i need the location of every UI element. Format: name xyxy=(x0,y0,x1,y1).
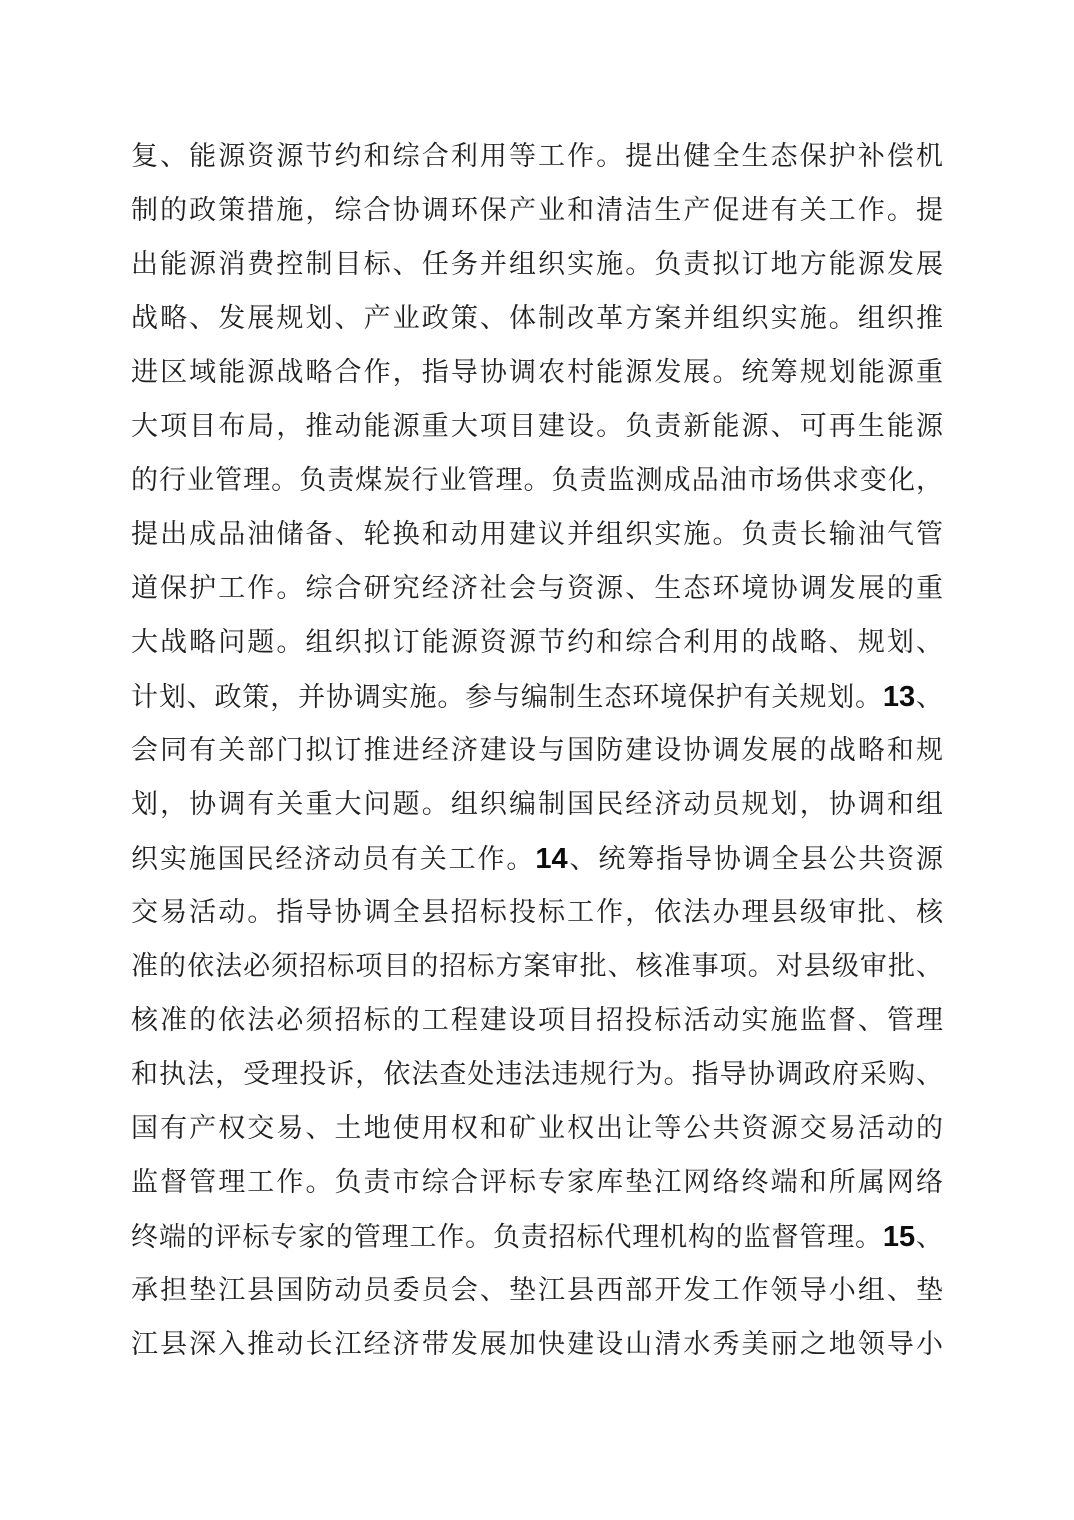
text-run: 大项目布局，推动能源重大项目建设。负责新能源、可再生能源 xyxy=(131,411,943,442)
text-line xyxy=(131,238,943,292)
text-lines xyxy=(131,130,943,1372)
text-run: 制的政策措施，综合协调环保产业和清洁生产促进有关工作。提 xyxy=(131,195,943,226)
text-line xyxy=(131,832,943,886)
text-line xyxy=(131,1264,943,1318)
text-run: 大战略问题。组织拟订能源资源节约和综合利用的战略、规划、 xyxy=(131,627,943,658)
text-run: 承担垫江县国防动员委员会、垫江县西部开发工作领导小组、垫 xyxy=(131,1275,943,1306)
text-run: 会同有关部门拟订推进经济建设与国防建设协调发展的战略和规 xyxy=(131,735,943,766)
text-run: 、 xyxy=(915,682,944,713)
text-run: 、 xyxy=(915,1222,944,1253)
text-line xyxy=(131,778,943,832)
text-run: 交易活动。指导协调全县招标投标工作，依法办理县级审批、核 xyxy=(131,897,943,928)
text-run: 复、能源资源节约和综合利用等工作。提出健全生态保护补偿机 xyxy=(131,141,943,172)
text-line xyxy=(131,346,943,400)
text-line xyxy=(131,130,943,184)
text-run: 和执法，受理投诉，依法查处违法违规行为。指导协调政府采购、 xyxy=(131,1059,943,1090)
text-line xyxy=(131,886,943,940)
text-line xyxy=(131,1048,943,1102)
text-line xyxy=(131,562,943,616)
text-line xyxy=(131,940,943,994)
text-run: 进区域能源战略合作，指导协调农村能源发展。统筹规划能源重 xyxy=(131,357,943,388)
text-line xyxy=(131,1318,943,1372)
text-run: 的行业管理。负责煤炭行业管理。负责监测成品油市场供求变化， xyxy=(131,465,943,496)
text-run: 道保护工作。综合研究经济社会与资源、生态环境协调发展的重 xyxy=(131,573,943,604)
text-line xyxy=(131,508,943,562)
text-run: 江县深入推动长江经济带发展加快建设山清水秀美丽之地领导小 xyxy=(131,1329,943,1360)
item-number: 15 xyxy=(882,1221,916,1253)
text-run: 终端的评标专家的管理工作。负责招标代理机构的监督管理。 xyxy=(131,1222,883,1253)
text-line xyxy=(131,454,943,508)
text-run: 计划、政策，并协调实施。参与编制生态环境保护有关规划。 xyxy=(131,682,883,713)
text-run: 国有产权交易、土地使用权和矿业权出让等公共资源交易活动的 xyxy=(131,1113,943,1144)
text-line xyxy=(131,1156,943,1210)
item-number: 14 xyxy=(535,843,568,875)
text-run: 出能源消费控制目标、任务并组织实施。负责拟订地方能源发展 xyxy=(131,249,943,280)
text-run: 核准的依法必须招标的工程建设项目招投标活动实施监督、管理 xyxy=(131,1005,943,1036)
text-run: 战略、发展规划、产业政策、体制改革方案并组织实施。组织推 xyxy=(131,303,943,334)
text-run: 织实施国民经济动员有关工作。 xyxy=(131,844,536,875)
item-number: 13 xyxy=(882,681,916,713)
text-line xyxy=(131,670,943,724)
text-line xyxy=(131,400,943,454)
text-run: 划，协调有关重大问题。组织编制国民经济动员规划，协调和组 xyxy=(131,789,943,820)
text-run: 、统筹指导协调全县公共资源 xyxy=(567,844,944,875)
text-run: 准的依法必须招标项目的招标方案审批、核准事项。对县级审批、 xyxy=(131,951,943,982)
text-run: 监督管理工作。负责市综合评标专家库垫江网络终端和所属网络 xyxy=(131,1167,943,1198)
text-line xyxy=(131,1210,943,1264)
text-run: 提出成品油储备、轮换和动用建议并组织实施。负责长输油气管 xyxy=(131,519,943,550)
text-line xyxy=(131,616,943,670)
text-line xyxy=(131,292,943,346)
text-line xyxy=(131,724,943,778)
text-line xyxy=(131,184,943,238)
text-line xyxy=(131,1102,943,1156)
text-line xyxy=(131,994,943,1048)
